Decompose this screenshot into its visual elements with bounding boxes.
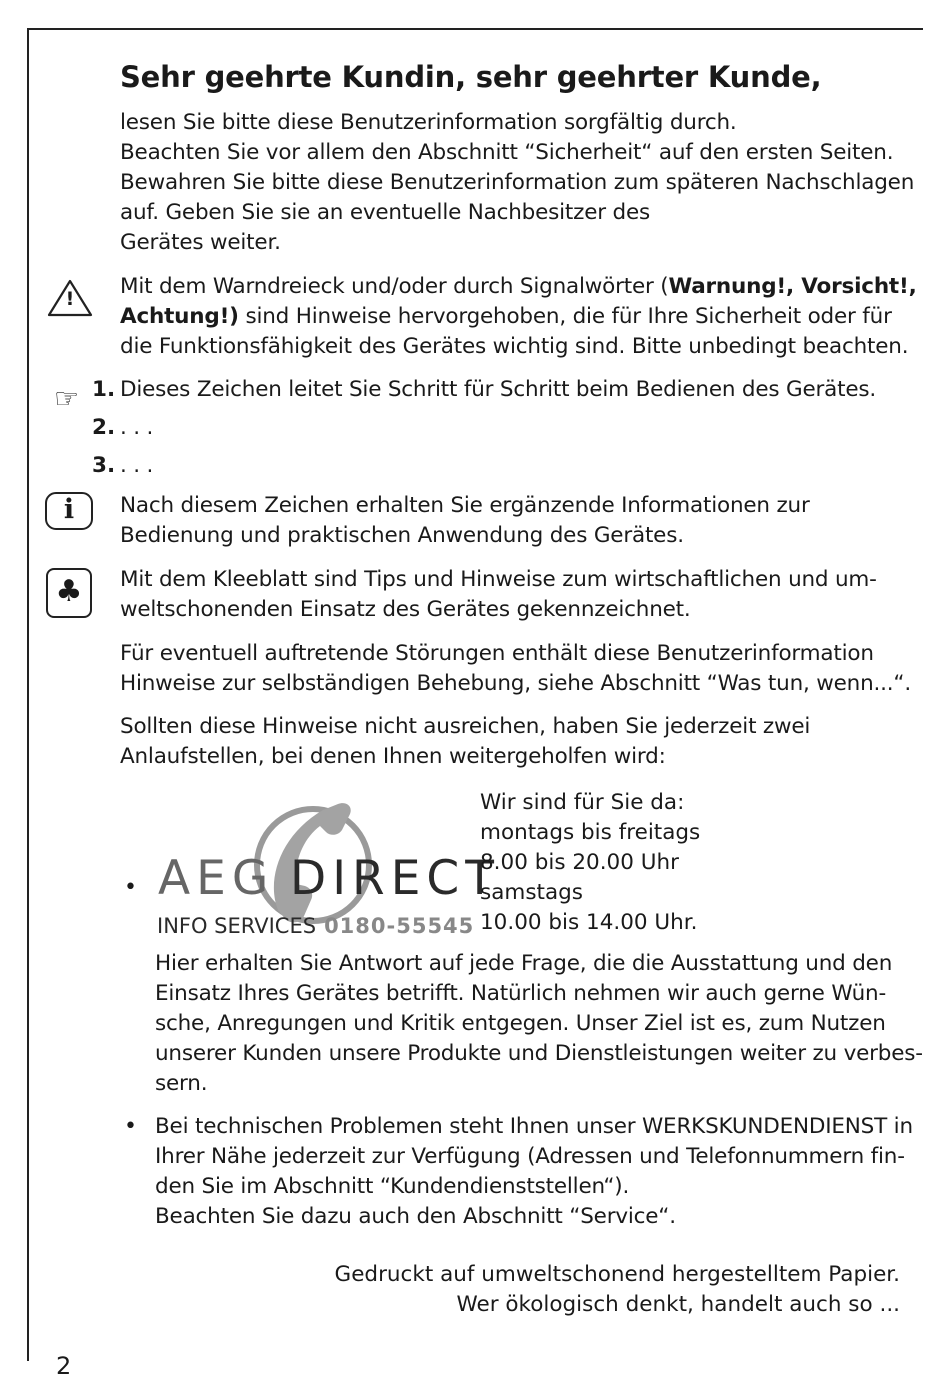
troubleshoot-line: Hinweise zur selbständigen Behebung, siehe Abschnitt “Was tun, wenn...“. [120, 671, 911, 696]
service-line: Beachten Sie dazu auch den Abschnitt “Service“. [155, 1204, 676, 1229]
troubleshoot-line: Für eventuell auftretende Störungen enthält diese Benutzerinformation [120, 641, 874, 666]
step-number: 3. [92, 453, 116, 478]
clover-glyph: ♣ [55, 574, 83, 609]
aeg-text-line: Hier erhalten Sie Antwort auf jede Frage, die die Ausstattung und den [155, 951, 893, 976]
step-text: Dieses Zeichen leitet Sie Schritt für Schritt beim Bedienen des Gerätes. [120, 377, 877, 402]
eco-line: Mit dem Kleeblatt sind Tips und Hinweise zum wirtschaftlichen und um- [120, 567, 877, 592]
intro-line: Beachten Sie vor allem den Abschnitt “Sicherheit“ auf den ersten Seiten. [120, 140, 894, 165]
aeg-brand: AEG [158, 851, 275, 906]
info-paragraph [120, 491, 910, 551]
contacts-intro-paragraph [120, 712, 910, 772]
aeg-info-services [157, 914, 474, 938]
warning-signal-words: Warnung!, Vorsicht!, [668, 274, 917, 299]
service-line: den Sie im Abschnitt “Kundendienststellen“). [155, 1174, 630, 1199]
service-line: Bei technischen Problemen steht Ihnen unser WERKSKUNDENDIENST in [155, 1114, 913, 1139]
aeg-text-line: Einsatz Ihres Gerätes betrifft. Natürlich nehmen wir auch gerne Wün- [155, 981, 887, 1006]
info-letter: i [63, 494, 75, 525]
warning-symbol: ! [65, 288, 75, 310]
page-heading: Sehr geehrte Kundin, sehr geehrter Kunde, [120, 60, 822, 94]
page-number: 2 [56, 1352, 72, 1380]
bullet: • [124, 1114, 137, 1139]
hours-line: samstags [480, 880, 583, 905]
service-line: Ihrer Nähe jederzeit zur Verfügung (Adressen und Telefonnummern fin- [155, 1144, 905, 1169]
warning-text: Mit dem Warndreieck und/oder durch Signalwörter ( [120, 274, 669, 299]
info-line: Nach diesem Zeichen erhalten Sie ergänzende Informationen zur [120, 493, 810, 518]
step-number: 2. [92, 415, 116, 440]
contacts-intro-line: Anlaufstellen, bei denen Ihnen weitergeholfen wird: [120, 744, 666, 769]
footer-line: Wer ökologisch denkt, handelt auch so ... [456, 1292, 900, 1317]
info-line: Bedienung und praktischen Anwendung des Gerätes. [120, 523, 684, 548]
service-hours [480, 788, 700, 938]
pointing-hand-icon: ☞ [54, 382, 80, 415]
contacts-intro-line: Sollten diese Hinweise nicht ausreichen, haben Sie jederzeit zwei [120, 714, 811, 739]
warning-text: die Funktionsfähigkeit des Gerätes wichtig sind. Bitte unbedingt beachten. [120, 334, 909, 359]
aeg-text-line: sche, Anregungen und Kritik entgegen. Unser Ziel ist es, zum Nutzen [155, 1011, 886, 1036]
step-number: 1. [92, 377, 116, 402]
step-text: . . . [120, 415, 154, 440]
top-border-rule [27, 28, 923, 30]
aeg-direct-paragraph [155, 949, 923, 1099]
aeg-text-line: unserer Kunden unsere Produkte und Dienstleistungen weiter zu verbes- [155, 1041, 923, 1066]
aeg-direct-wordmark: DIRECT [290, 851, 500, 906]
hours-line: Wir sind für Sie da: [480, 790, 685, 815]
warning-triangle-icon [46, 278, 94, 318]
troubleshoot-paragraph [120, 639, 910, 699]
hotline-number: 0180-55545 [324, 914, 475, 938]
footer-note [335, 1260, 900, 1320]
aeg-text-line: sern. [155, 1071, 208, 1096]
eco-line: weltschonenden Einsatz des Gerätes gekennzeichnet. [120, 597, 691, 622]
hours-line: 8.00 bis 20.00 Uhr [480, 850, 679, 875]
intro-paragraph [120, 108, 915, 258]
info-icon [45, 492, 93, 530]
hours-line: 10.00 bis 14.00 Uhr. [480, 910, 698, 935]
intro-line: lesen Sie bitte diese Benutzerinformation sorgfältig durch. [120, 110, 737, 135]
warning-signal-words: Achtung!) [120, 304, 239, 329]
warning-paragraph [120, 272, 917, 362]
left-border-rule [27, 28, 29, 1361]
intro-line: Bewahren Sie bitte diese Benutzerinformation zum späteren Nachschlagen [120, 170, 915, 195]
service-paragraph [155, 1112, 915, 1232]
footer-line: Gedruckt auf umweltschonend hergestelltem Papier. [334, 1262, 900, 1287]
hours-line: montags bis freitags [480, 820, 701, 845]
clover-leaf-icon [46, 568, 92, 618]
intro-line: Gerätes weiter. [120, 230, 281, 255]
info-services-label: INFO SERVICES [157, 914, 317, 938]
warning-text: sind Hinweise hervorgehoben, die für Ihre Sicherheit oder für [238, 304, 892, 329]
eco-paragraph [120, 565, 910, 625]
bullet: • [124, 875, 137, 900]
step-text: . . . [120, 453, 154, 478]
intro-line: auf. Geben Sie sie an eventuelle Nachbesitzer des [120, 200, 650, 225]
